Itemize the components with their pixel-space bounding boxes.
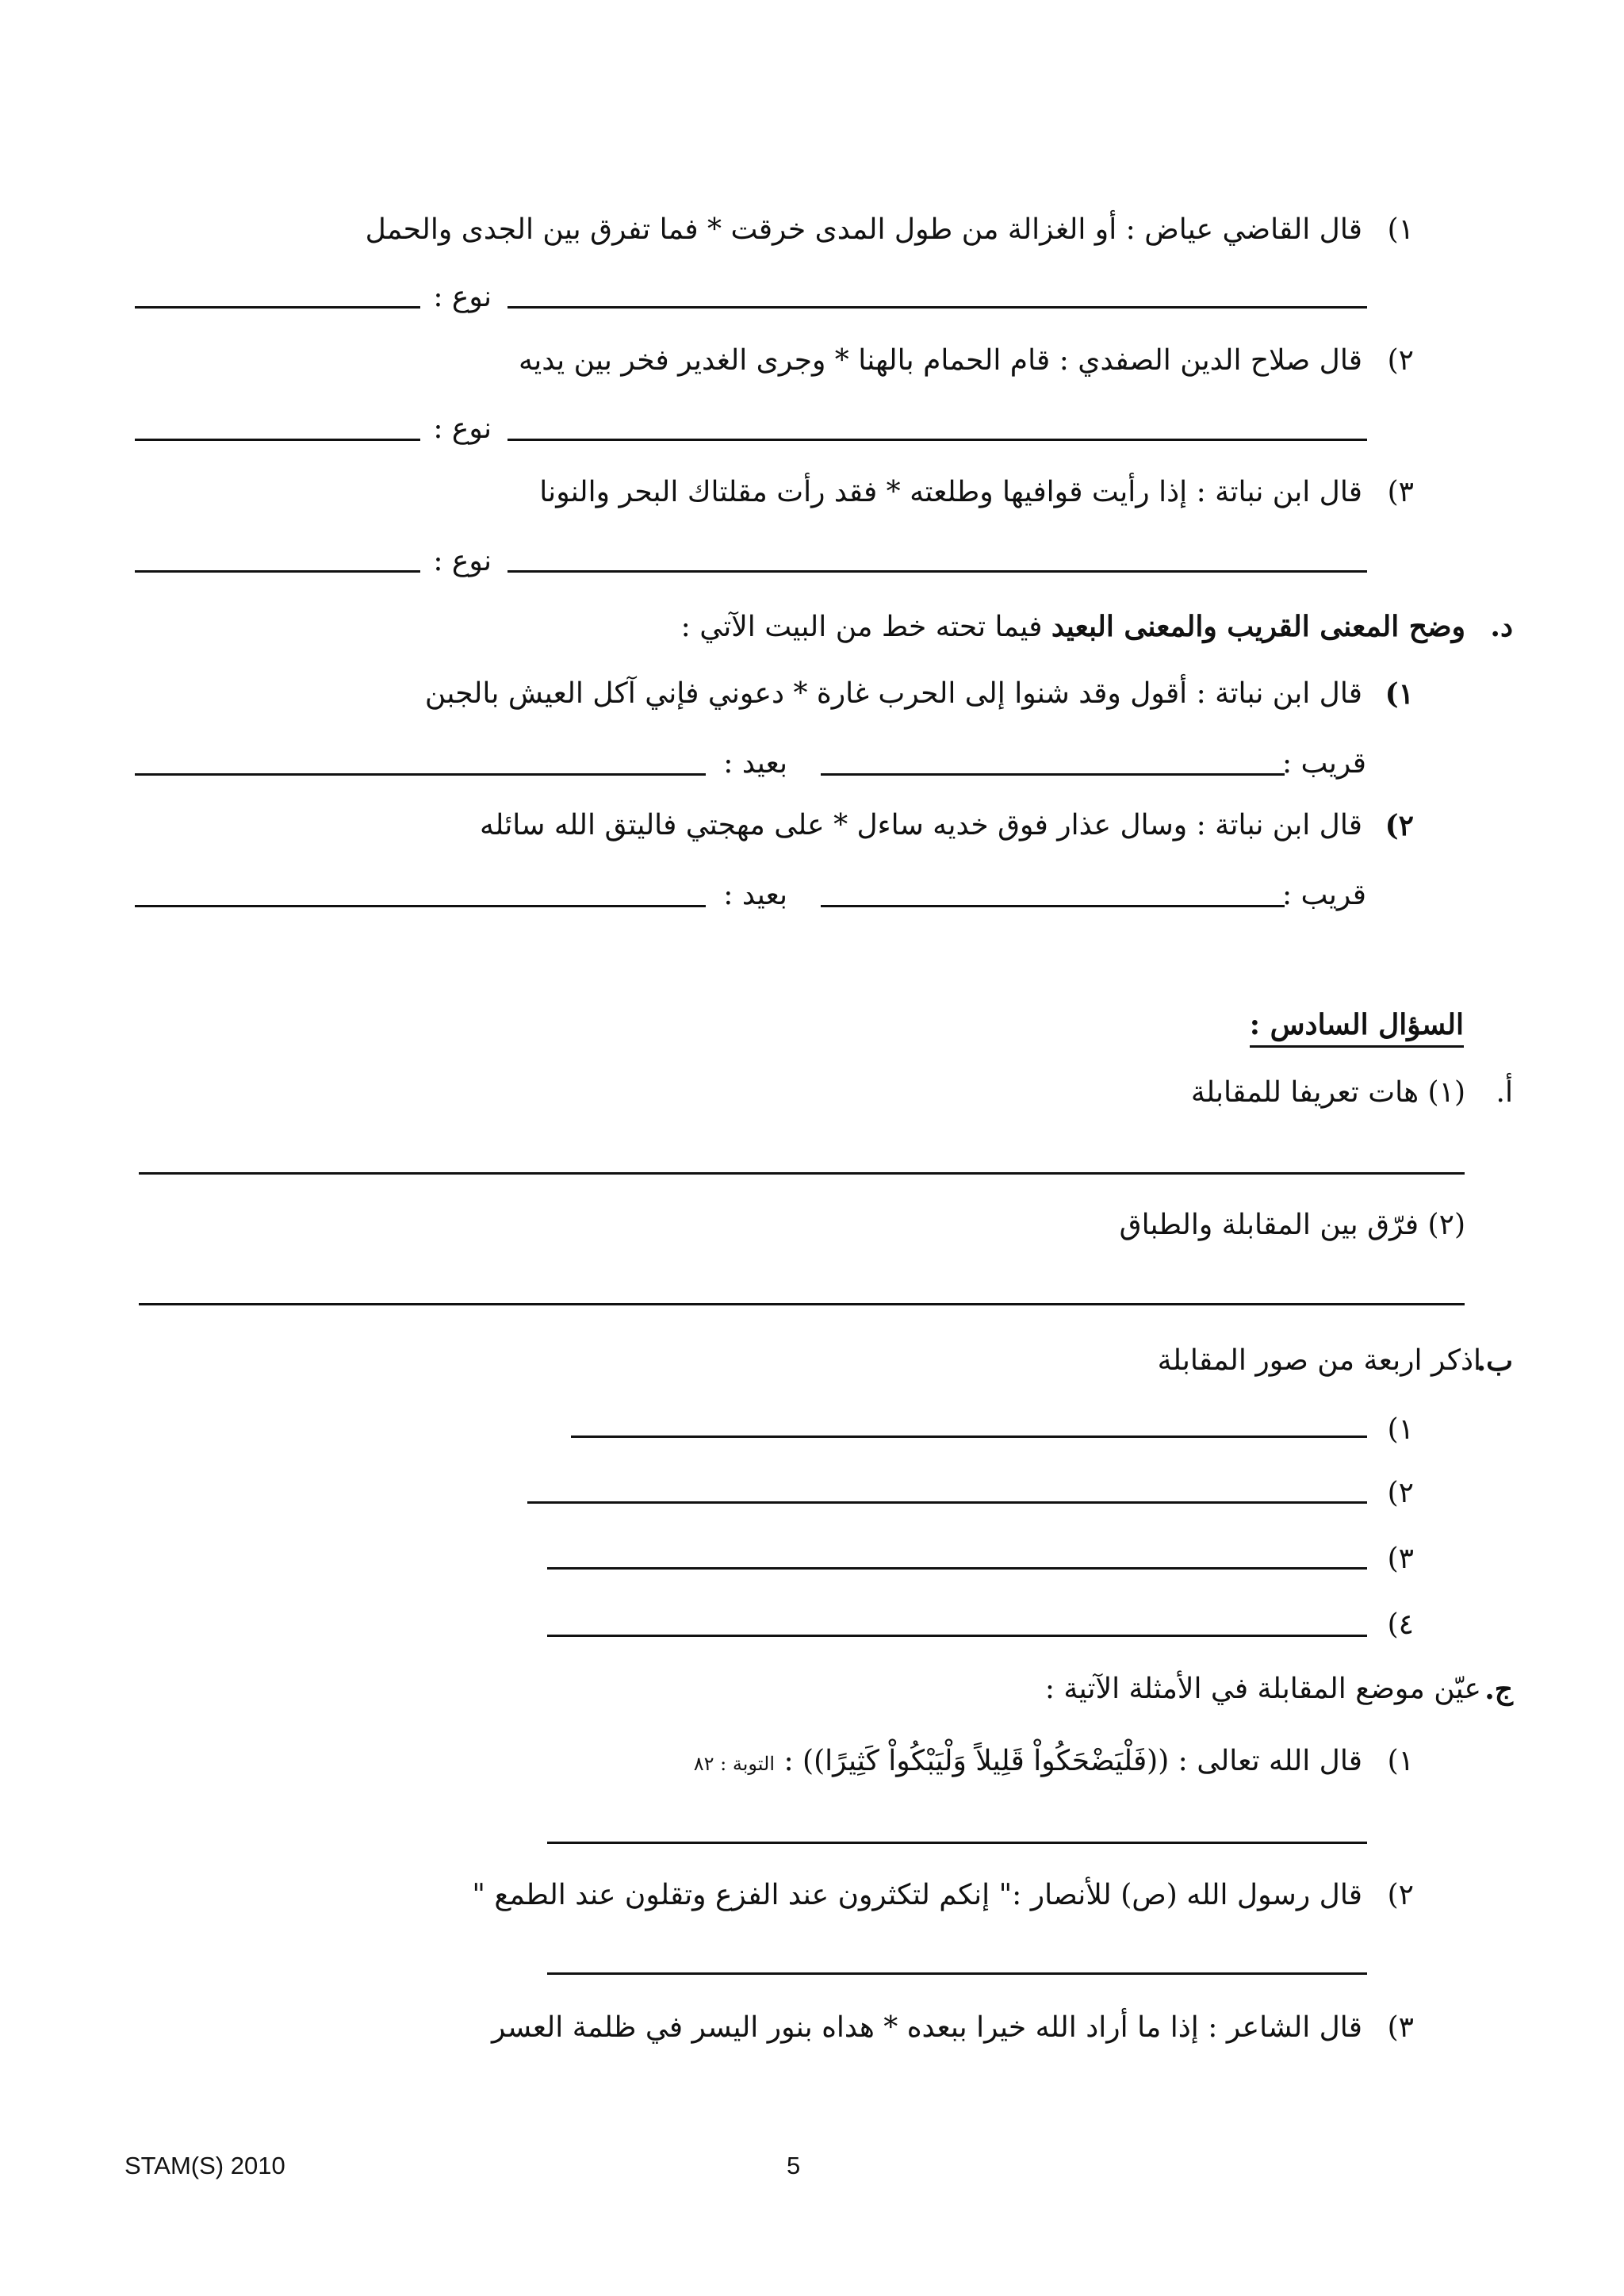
q6-part-b-text: اذكر اربعة من صور المقابلة (1157, 1344, 1481, 1377)
q6-part-c-item-3-text: قال الشاعر : إذا ما أراد الله خيرا ببعده * هداه بنور اليسر في ظلمة العسر (491, 2011, 1362, 2044)
footer-page-number: 5 (787, 2152, 801, 2179)
q6-part-c-item-2-text: قال رسول الله (ص) للأنصار :" إنكم لتكثرون عند الفزع وتقلون عند الطمع " (472, 1879, 1362, 1911)
item-3-type-label: نوع : (433, 545, 492, 577)
item-1-answer-line (508, 306, 1367, 309)
part-d-letter: د. (1490, 610, 1513, 643)
q6-part-a-q2: (٢) فرّق بين المقابلة والطباق (1119, 1209, 1465, 1241)
q6-part-b-answer-line-4 (547, 1635, 1367, 1637)
part-d-item-1-near-label: قريب : (1281, 747, 1366, 780)
part-d-item-1-text: قال ابن نباتة : أقول وقد شنوا إلى الحرب غارة * دعوني فإني آكل العيش بالجبن (424, 677, 1362, 710)
item-2-answer-line (508, 439, 1367, 441)
item-3-answer-line (508, 570, 1367, 573)
part-d-item-2-far-label: بعيد : (723, 879, 787, 911)
item-3-text: قال ابن نباتة : إذا رأيت قوافيها وطلعته * فقد رأت مقلتاك البحر والنونا (539, 476, 1362, 508)
q6-part-a-q2-answer-line (139, 1303, 1465, 1305)
item-1-number: ١) (1387, 213, 1414, 246)
q6-part-b-number-2: ٢) (1387, 1477, 1414, 1509)
q6-title: السؤال السادس : (1250, 1004, 1464, 1048)
item-2-text: قال صلاح الدين الصفدي : قام الحمام بالهنا * وجرى الغدير فخر بين يديه (518, 344, 1362, 377)
part-d-item-2-number: ٢) (1385, 809, 1414, 842)
part-d-item-1-number: ١) (1385, 677, 1414, 711)
q6-part-c-text: عيّن موضع المقابلة في الأمثلة الآتية : (1044, 1673, 1481, 1705)
part-d-item-1-near-line (821, 773, 1285, 776)
q6-part-a-letter: أ. (1496, 1076, 1513, 1109)
item-2-type-line (135, 439, 420, 441)
part-d-item-2-near-label: قريب : (1281, 879, 1366, 911)
item-2-type-label: نوع : (433, 412, 492, 445)
q6-part-c-item-1-text (694, 1743, 1362, 1782)
q6-part-b-number-3: ٣) (1387, 1543, 1414, 1575)
part-d-item-1-far-label: بعيد : (723, 747, 787, 780)
item-3-type-line (135, 570, 420, 573)
part-d-item-2-far-line (135, 905, 706, 907)
q6-part-b-answer-line-2 (527, 1501, 1367, 1504)
q6-part-c-item-1-quote: قال الله تعالى : ((فَلْيَضْحَكُواْ قَلِيلاً وَلْيَبْكُواْ كَثِيرًا)) : (783, 1745, 1362, 1777)
q6-part-c-item-1-reference: التوبة : ٨٢ (693, 1753, 776, 1775)
part-d-heading-bold: وضح المعنى القريب والمعنى البعيد (1051, 610, 1465, 643)
item-1-type-line (135, 306, 420, 309)
q6-part-b-letter: ب. (1476, 1344, 1513, 1378)
q6-part-b-number-4: ٤) (1387, 1608, 1414, 1641)
q6-part-c-item-3-number: ٣) (1387, 2011, 1414, 2044)
part-d-heading (681, 608, 1465, 646)
item-1-type-label: نوع : (433, 281, 492, 313)
q6-part-c-letter: ج. (1484, 1673, 1513, 1706)
item-2-number: ٢) (1387, 344, 1414, 377)
q6-part-c-item-1-number: ١) (1387, 1745, 1414, 1777)
footer-exam-code: STAM(S) 2010 (124, 2152, 285, 2179)
q6-part-b-answer-line-1 (571, 1435, 1367, 1438)
part-d-item-1-far-line (135, 773, 706, 776)
q6-part-a-q1-answer-line (139, 1172, 1465, 1175)
q6-part-a-q1: (١) هات تعريفا للمقابلة (1190, 1076, 1465, 1109)
item-3-number: ٣) (1387, 476, 1414, 508)
part-d-item-2-text: قال ابن نباتة : وسال عذار فوق خديه ساءل * على مهجتي فاليتق الله سائله (480, 809, 1362, 841)
q6-part-b-answer-line-3 (547, 1567, 1367, 1570)
item-1-text: قال القاضي عياض : أو الغزالة من طول المدى خرقت * فما تفرق بين الجدى والحمل (365, 213, 1362, 246)
q6-part-c-item-2-answer-line (547, 1972, 1367, 1975)
part-d-item-2-near-line (821, 905, 1285, 907)
q6-part-c-item-1-answer-line (547, 1842, 1367, 1844)
q6-part-b-number-1: ١) (1387, 1413, 1414, 1446)
q6-part-c-item-2-number: ٢) (1387, 1879, 1414, 1911)
part-d-heading-rest: فيما تحته خط من البيت الآتي : (680, 611, 1043, 643)
